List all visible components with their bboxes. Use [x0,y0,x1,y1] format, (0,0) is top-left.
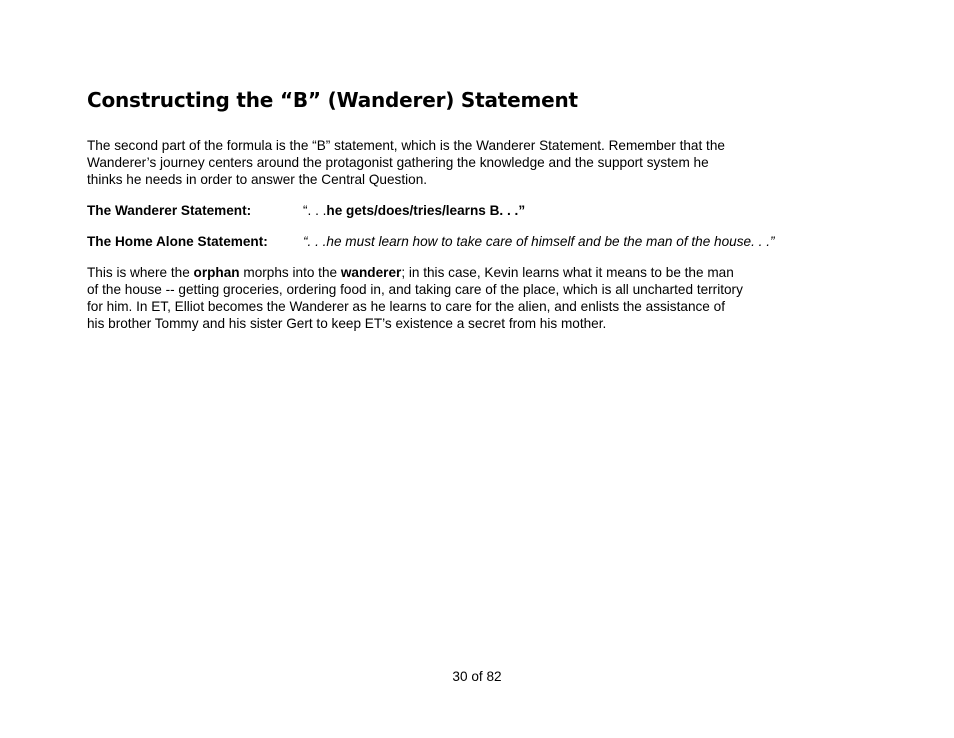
page-total: 82 [486,669,502,684]
intro-line-3: thinks he needs in order to answer the Central Question. [87,172,428,187]
wanderer-statement-label: The Wanderer Statement: [87,203,252,218]
section-heading: Constructing the “B” (Wanderer) Statement [87,88,578,112]
home-alone-statement-quote: “. . .he must learn how to take care of himself and be the man of the house. . .” [303,234,775,249]
wanderer-quote-open: “. . . [303,203,327,218]
home-alone-statement-row [87,233,847,251]
term-orphan: orphan [193,265,240,280]
wanderer-statement-quote [303,202,525,219]
intro-line-2: Wanderer’s journey centers around the protagonist gathering the knowledge and the support system he [87,155,709,170]
home-alone-statement-label: The Home Alone Statement: [87,234,268,249]
intro-paragraph [87,137,807,188]
page-of: of [467,669,487,684]
page-number [0,668,954,685]
term-wanderer: wanderer [340,265,402,280]
body-seg-1: This is where the [87,265,194,280]
page-current: 30 [452,669,468,684]
intro-line-1: The second part of the formula is the “B” statement, which is the Wanderer Statement. Remember that the [87,138,725,153]
body-line-1 [87,265,734,280]
body-seg-3: ; in this case, Kevin learns what it means to be the man [401,265,734,280]
wanderer-statement-row [87,202,847,220]
body-line-3: for him. In ET, Elliot becomes the Wanderer as he learns to care for the alien, and enlists the assistance of [87,299,725,314]
body-line-4: his brother Tommy and his sister Gert to keep ET’s existence a secret from his mother. [87,316,607,331]
body-seg-2: morphs into the [239,265,341,280]
wanderer-quote-body: he gets/does/tries/learns B. . .” [326,203,526,218]
body-line-2: of the house -- getting groceries, ordering food in, and taking care of the place, which is all uncharted territory [87,282,743,297]
body-paragraph [87,264,807,332]
